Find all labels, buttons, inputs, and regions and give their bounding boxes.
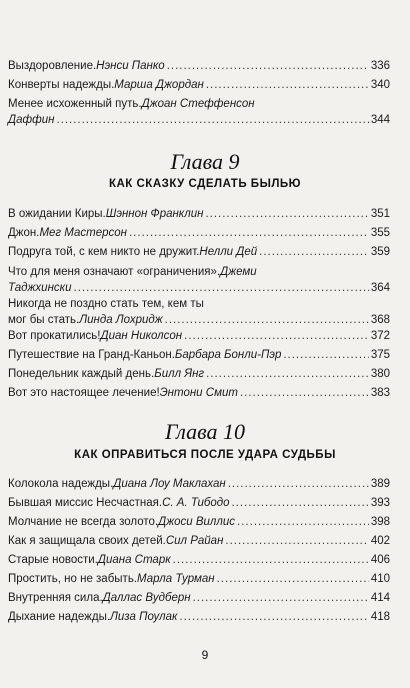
entry-title: Вот прокатились! bbox=[8, 330, 101, 342]
entry-author: Барбара Бонли-Пэр bbox=[174, 349, 282, 361]
leader-dots bbox=[228, 476, 369, 492]
leader-dots bbox=[167, 58, 369, 74]
entry-author: Нэнси Панко bbox=[96, 60, 165, 72]
entry-title: Менее исхоженный путь. bbox=[8, 98, 142, 110]
leader-dots bbox=[173, 552, 369, 568]
leader-dots bbox=[129, 225, 369, 241]
toc-entry bbox=[8, 244, 390, 260]
entry-page: 368 bbox=[370, 314, 390, 326]
entry-author: Диан Николсон bbox=[100, 330, 183, 342]
entry-page: 380 bbox=[370, 368, 390, 380]
entry-author: Диана Лоу Маклахан bbox=[113, 478, 226, 490]
toc-entry bbox=[8, 96, 390, 128]
entry-title: Колокола надежды. bbox=[8, 478, 114, 490]
entry-page: 414 bbox=[370, 592, 390, 604]
page-number: 9 bbox=[201, 648, 209, 662]
entry-title: Простить, но не забыть. bbox=[8, 573, 138, 585]
entry-page: 351 bbox=[370, 208, 390, 220]
toc-entry bbox=[8, 385, 390, 401]
entry-title: Бывшая миссис Несчастная. bbox=[8, 497, 163, 509]
entry-page: 406 bbox=[370, 554, 390, 566]
toc-entry bbox=[8, 514, 390, 530]
leader-dots bbox=[240, 385, 369, 401]
leader-dots bbox=[206, 366, 369, 382]
toc-entry bbox=[8, 571, 390, 587]
leader-dots bbox=[283, 347, 368, 363]
leader-dots bbox=[217, 571, 369, 587]
leader-dots bbox=[259, 244, 369, 260]
entry-title: Путешествие на Гранд-Каньон. bbox=[8, 349, 175, 361]
entry-page: 389 bbox=[370, 478, 390, 490]
entry-title: В ожидании Киры. bbox=[8, 208, 106, 220]
chapter-heading: Глава 10 bbox=[164, 419, 246, 444]
entry-title: Вот это настоящее лечение! bbox=[8, 387, 160, 399]
toc-entry bbox=[8, 264, 390, 296]
entry-author: Билл Янг bbox=[154, 368, 205, 380]
toc-entry bbox=[8, 609, 390, 625]
toc-entry bbox=[8, 495, 390, 511]
entry-page: 340 bbox=[370, 79, 390, 91]
entry-title: Выздоровление. bbox=[8, 60, 97, 72]
entry-page: 372 bbox=[370, 330, 390, 342]
entry-page: 393 bbox=[370, 497, 390, 509]
chapter-title: КАК СКАЗКУ СДЕЛАТЬ БЫЛЬЮ bbox=[108, 178, 302, 190]
entry-title: Что для меня означают «ограничения». bbox=[8, 266, 221, 278]
entry-author: Линда Лохридж bbox=[79, 314, 163, 326]
toc-entry bbox=[8, 296, 390, 328]
toc-entry bbox=[8, 77, 390, 93]
leader-dots bbox=[56, 112, 368, 128]
leader-dots bbox=[184, 328, 369, 344]
chapter-heading: Глава 9 bbox=[170, 149, 240, 174]
entry-title: Как я защищала своих детей. bbox=[8, 535, 166, 547]
entry-title: Подруга той, с кем никто не дружит. bbox=[8, 246, 200, 258]
entry-author: Шэннон Франклин bbox=[105, 208, 204, 220]
entry-author: Диана Старк bbox=[97, 554, 171, 566]
entry-page: 355 bbox=[370, 227, 390, 239]
leader-dots bbox=[225, 533, 368, 549]
entry-title-cont: мог бы стать. bbox=[8, 314, 80, 326]
entry-author: Мег Мастерсон bbox=[39, 227, 127, 239]
entry-author: Энтони Смит bbox=[159, 387, 238, 399]
toc-entry bbox=[8, 328, 390, 344]
entry-page: 418 bbox=[370, 611, 390, 623]
leader-dots bbox=[205, 206, 368, 222]
toc-entry bbox=[8, 476, 390, 492]
entry-author: Джеми bbox=[220, 266, 257, 278]
entry-author: Даллас Вудберн bbox=[102, 592, 191, 604]
entry-page: 364 bbox=[370, 282, 390, 294]
toc-entry bbox=[8, 552, 390, 568]
entry-author: Джоси Виллис bbox=[158, 516, 236, 528]
leader-dots bbox=[179, 609, 368, 625]
entry-page: 344 bbox=[370, 114, 390, 126]
toc-entry bbox=[8, 347, 390, 363]
entry-title: Конверты надежды. bbox=[8, 79, 115, 91]
entry-author: Нелли Дей bbox=[199, 246, 258, 258]
leader-dots bbox=[231, 495, 368, 511]
entry-author-cont: Даффин bbox=[8, 114, 55, 126]
toc-entry bbox=[8, 590, 390, 606]
entry-page: 398 bbox=[370, 516, 390, 528]
entry-page: 410 bbox=[370, 573, 390, 585]
entry-title: Внутренняя сила. bbox=[8, 592, 103, 604]
entry-title: Джон. bbox=[8, 227, 40, 239]
entry-title: Старые новости. bbox=[8, 554, 98, 566]
toc-entry bbox=[8, 58, 390, 74]
entry-author: С. А. Тибодо bbox=[162, 497, 230, 509]
entry-author: Лиза Поулак bbox=[110, 611, 178, 623]
entry-page: 375 bbox=[370, 349, 390, 361]
entry-author: Марла Турман bbox=[137, 573, 215, 585]
toc-entry bbox=[8, 533, 390, 549]
entry-author: Сил Райан bbox=[165, 535, 224, 547]
toc-entry bbox=[8, 366, 390, 382]
entry-title: Молчание не всегда золото. bbox=[8, 516, 159, 528]
entry-page: 359 bbox=[370, 246, 390, 258]
chapter-title: КАК ОПРАВИТЬСЯ ПОСЛЕ УДАРА СУДЬБЫ bbox=[74, 449, 336, 461]
entry-page: 336 bbox=[370, 60, 390, 72]
toc-entry bbox=[8, 206, 390, 222]
entry-author: Марша Джордан bbox=[114, 79, 204, 91]
entry-title: Дыхание надежды. bbox=[8, 611, 111, 623]
leader-dots bbox=[206, 77, 369, 93]
entry-title: Понедельник каждый день. bbox=[8, 368, 155, 380]
entry-author-cont: Таджхински bbox=[8, 282, 72, 294]
entry-author: Джоан Стеффенсон bbox=[141, 98, 255, 110]
leader-dots bbox=[193, 590, 369, 606]
entry-title: Никогда не поздно стать тем, кем ты bbox=[8, 298, 204, 310]
leader-dots bbox=[237, 514, 369, 530]
toc-entry bbox=[8, 225, 390, 241]
entry-page: 383 bbox=[370, 387, 390, 399]
entry-page: 402 bbox=[370, 535, 390, 547]
leader-dots bbox=[74, 280, 369, 296]
leader-dots bbox=[165, 312, 369, 328]
